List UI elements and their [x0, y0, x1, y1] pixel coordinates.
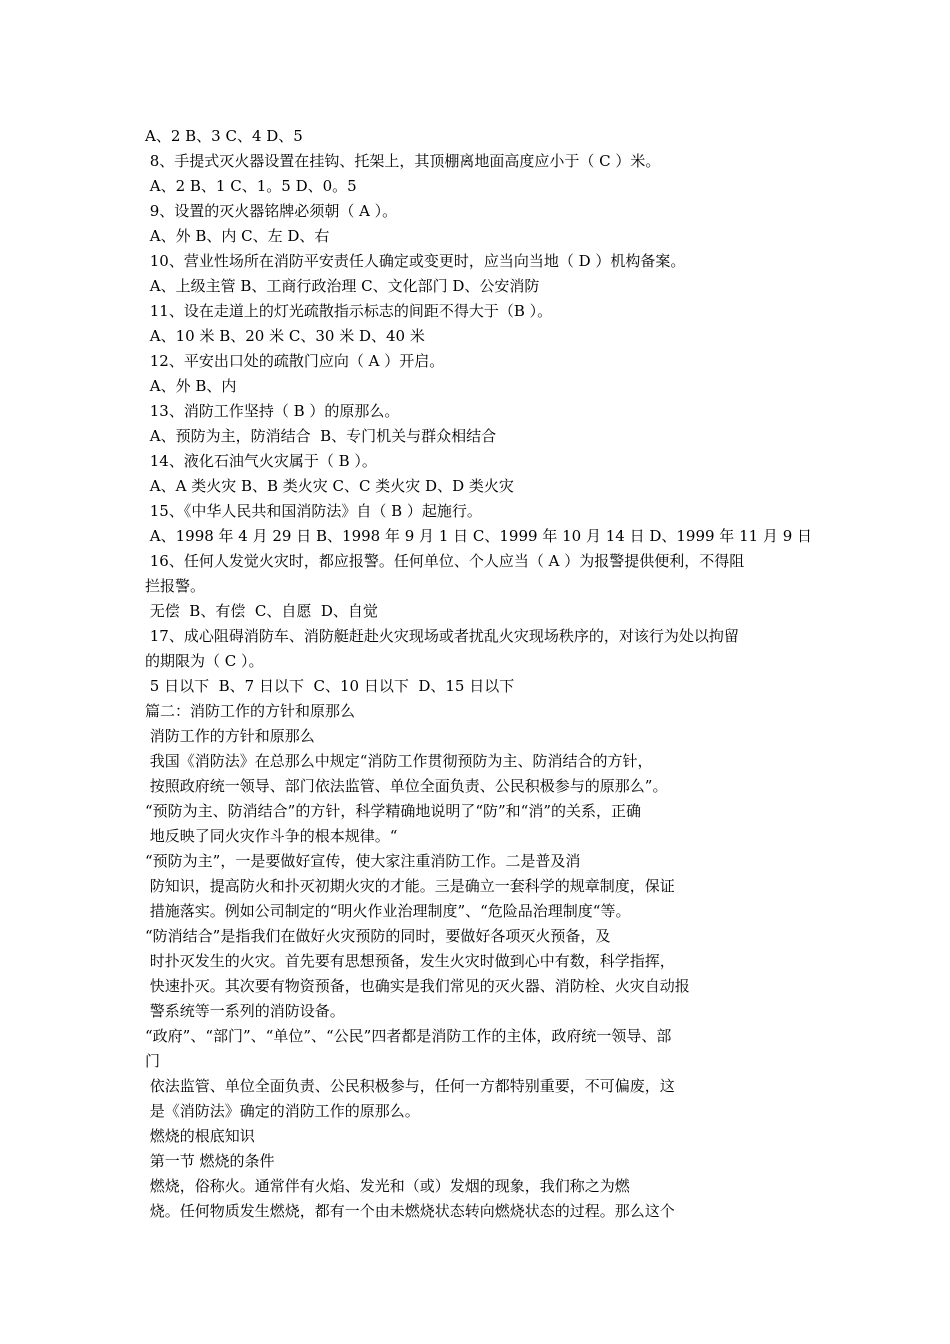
text-line: 燃烧，俗称火。通常伴有火焰、发光和（或）发烟的现象，我们称之为燃: [145, 1177, 630, 1195]
text-line: 依法监管、单位全面负责、公民积极参与，任何一方都特别重要，不可偏废，这: [145, 1077, 675, 1095]
text-line: 拦报警。: [145, 577, 206, 595]
text-line: “政府”、“部门”、“单位”、“公民”四者都是消防工作的主体，政府统一领导、部: [145, 1027, 672, 1045]
text-line: 警系统等一系列的消防设备。: [145, 1002, 345, 1020]
text-line: 燃烧的根底知识: [145, 1127, 255, 1145]
text-line: 按照政府统一领导、部门依法监管、单位全面负责、公民积极参与的原那么”。: [145, 777, 668, 795]
text-line: A、A 类火灾 B、B 类火灾 C、C 类火灾 D、D 类火灾: [145, 477, 514, 495]
text-line: 时扑灭发生的火灾。首先要有思想预备，发生火灾时做到心中有数，科学指挥，: [145, 952, 675, 970]
document-body: [145, 124, 815, 1224]
text-line: “预防为主、防消结合”的方针，科学精确地说明了“防”和“消”的关系，正确: [145, 802, 642, 820]
text-line: A、2 B、3 C、4 D、5: [145, 127, 303, 145]
text-line: A、10 米 B、20 米 C、30 米 D、40 米: [145, 327, 425, 345]
text-line: “预防为主”，一是要做好宣传，使大家注重消防工作。二是普及消: [145, 852, 581, 870]
text-line: 17、成心阻碍消防车、消防艇赶赴火灾现场或者扰乱火灾现场秩序的，对该行为处以拘留: [145, 627, 739, 645]
text-line: 第一节 燃烧的条件: [145, 1152, 275, 1170]
text-line: 10、营业性场所在消防平安责任人确定或变更时，应当向当地（ D ）机构备案。: [145, 252, 686, 270]
text-line: 消防工作的方针和原那么: [145, 727, 315, 745]
text-line: 无偿 B、有偿 C、自愿 D、自觉: [145, 602, 378, 620]
text-line: 我国《消防法》在总那么中规定“消防工作贯彻预防为主、防消结合的方针，: [145, 752, 653, 770]
text-line: 的期限为（ C ）。: [145, 652, 264, 670]
text-line: 9、设置的灭火器铭牌必须朝（ A ）。: [145, 202, 398, 220]
text-line: A、外 B、内 C、左 D、右: [145, 227, 330, 245]
text-line: “防消结合”是指我们在做好火灾预防的同时，要做好各项灭火预备，及: [145, 927, 611, 945]
text-line: 14、液化石油气火灾属于（ B ）。: [145, 452, 377, 470]
text-line: 快速扑灭。其次要有物资预备，也确实是我们常见的灭火器、消防栓、火灾自动报: [145, 977, 690, 995]
text-line: A、2 B、1 C、1。5 D、0。5: [145, 177, 357, 195]
text-line: 防知识，提高防火和扑灭初期火灾的才能。三是确立一套科学的规章制度，保证: [145, 877, 675, 895]
text-line: 地反映了同火灾作斗争的根本规律。“: [145, 827, 398, 845]
text-line: 12、平安出口处的疏散门应向（ A ）开启。: [145, 352, 445, 370]
text-line: 13、消防工作坚持（ B ）的原那么。: [145, 402, 400, 420]
text-line: A、预防为主，防消结合 B、专门机关与群众相结合: [145, 427, 497, 445]
text-line: 措施落实。例如公司制定的“明火作业治理制度”、“危险品治理制度“等。: [145, 902, 631, 920]
text-line: A、外 B、内: [145, 377, 237, 395]
text-line: 5 日以下 B、7 日以下 C、10 日以下 D、15 日以下: [145, 677, 515, 695]
text-line: A、1998 年 4 月 29 日 B、1998 年 9 月 1 日 C、1999 年 10 月 14 日 D、1999 年 11 月 9 日: [145, 527, 813, 545]
text-line: 篇二：消防工作的方针和原那么: [145, 702, 356, 720]
text-line: 11、设在走道上的灯光疏散指示标志的间距不得大于（B ）。: [145, 302, 553, 320]
text-line: 15、《中华人民共和国消防法》自（ B ）起施行。: [145, 502, 482, 520]
text-line: 16、任何人发觉火灾时，都应报警。任何单位、个人应当（ A ）为报警提供便利，不得阻: [145, 552, 745, 570]
text-line: 烧。任何物质发生燃烧，都有一个由未燃烧状态转向燃烧状态的过程。那么这个: [145, 1202, 675, 1220]
text-line: 8、手提式灭火器设置在挂钩、托架上，其顶棚离地面高度应小于（ C ）米。: [145, 152, 661, 170]
text-line: 是《消防法》确定的消防工作的原那么。: [145, 1102, 420, 1120]
text-line: A、上级主管 B、工商行政治理 C、文化部门 D、公安消防: [145, 277, 540, 295]
text-line: 门: [145, 1052, 161, 1070]
